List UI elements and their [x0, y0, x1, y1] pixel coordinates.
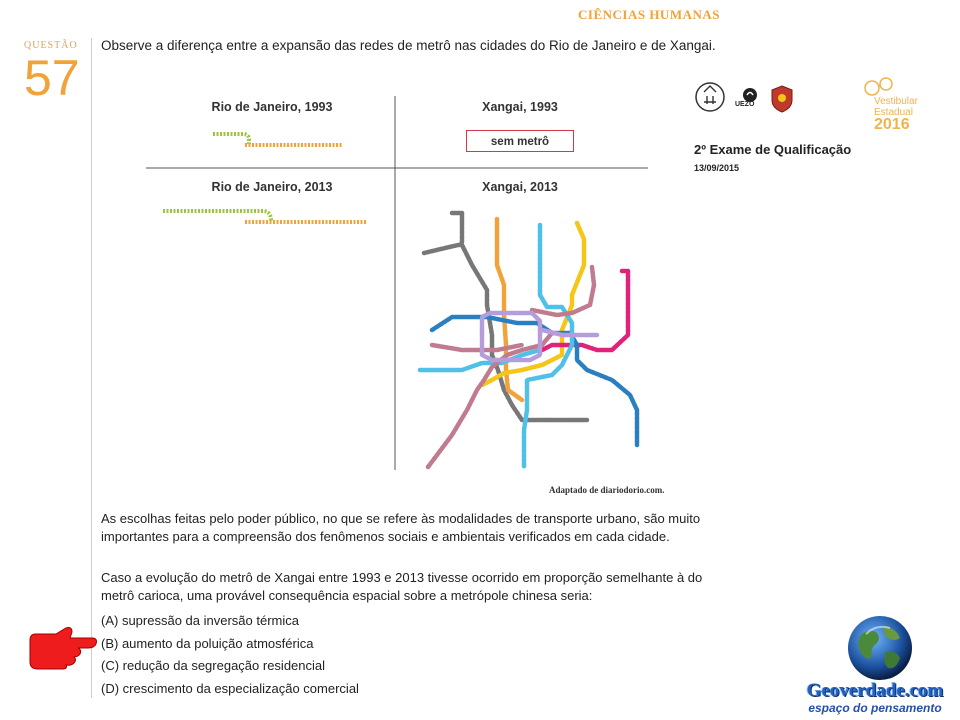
- paragraph-question: Caso a evolução do metrô de Xangai entre 1993 e 2013 tivesse ocorrido em proporção semelhante à do metrô carioca, uma provável consequência espacial sobre a metrópole chinesa seria:: [101, 570, 703, 603]
- vestibular-line-2: Estadual: [874, 107, 913, 118]
- figure-credit: Adaptado de diariodorio.com.: [549, 485, 665, 495]
- paragraph-context: As escolhas feitas pelo poder público, no que se refere às modalidades de transporte urbano, são muito importantes para a compreensão dos fenômenos sociais e ambientais verificados em cada cidade.: [101, 511, 701, 544]
- watermark: [790, 681, 960, 715]
- question-intro: Observe a diferença entre a expansão das redes de metrô nas cidades do Rio de Janeiro e de Xangai.: [101, 38, 716, 53]
- vestibular-year: 2016: [874, 116, 910, 133]
- xangai-line-pink: [542, 271, 628, 350]
- map-title-xangai-1993: Xangai, 1993: [482, 100, 558, 114]
- rio-1993-metro-map: [205, 126, 355, 156]
- rio-1993-line-1: [213, 134, 249, 144]
- watermark-tagline: espaço do pensamento: [808, 701, 942, 715]
- rio-2013-metro-map: [155, 203, 380, 233]
- question-number: 57: [24, 50, 80, 106]
- option-b[interactable]: (B) aumento da poluição atmosférica: [101, 636, 314, 651]
- watermark-name: Geoverdade.com: [806, 680, 944, 701]
- map-title-rio-1993: Rio de Janeiro, 1993: [211, 100, 333, 114]
- option-a[interactable]: (A) supressão da inversão térmica: [101, 613, 299, 628]
- question-label: QUESTÃO: [24, 40, 78, 51]
- vestibular-line-1: Vestibular: [874, 96, 918, 107]
- vestibular-logo: [874, 96, 944, 132]
- uezo-logo-icon: [743, 88, 757, 102]
- map-title-rio-2013: Rio de Janeiro, 2013: [211, 180, 333, 194]
- uerj-seal-icon: [696, 83, 724, 111]
- margin-divider: [91, 38, 92, 698]
- xangai-2013-metro-map: [412, 205, 662, 473]
- xangai-line-blue: [432, 317, 637, 445]
- pointing-hand-icon: [26, 626, 98, 670]
- exam-title: 2º Exame de Qualificação: [694, 142, 852, 157]
- option-d[interactable]: (D) crescimento da especialização comercial: [101, 681, 359, 696]
- institution-logos: [694, 80, 804, 116]
- map-title-xangai-2013: Xangai, 2013: [482, 180, 558, 194]
- section-title: CIÊNCIAS HUMANAS: [578, 7, 720, 22]
- exam-date: 13/09/2015: [694, 163, 740, 173]
- uezo-logo-label: UEZO: [735, 101, 755, 108]
- rio-2013-line-1: [163, 211, 271, 221]
- option-c[interactable]: (C) redução da segregação residencial: [101, 658, 326, 673]
- no-metro-box: sem metrô: [466, 130, 574, 152]
- earth-globe-icon: [846, 614, 914, 682]
